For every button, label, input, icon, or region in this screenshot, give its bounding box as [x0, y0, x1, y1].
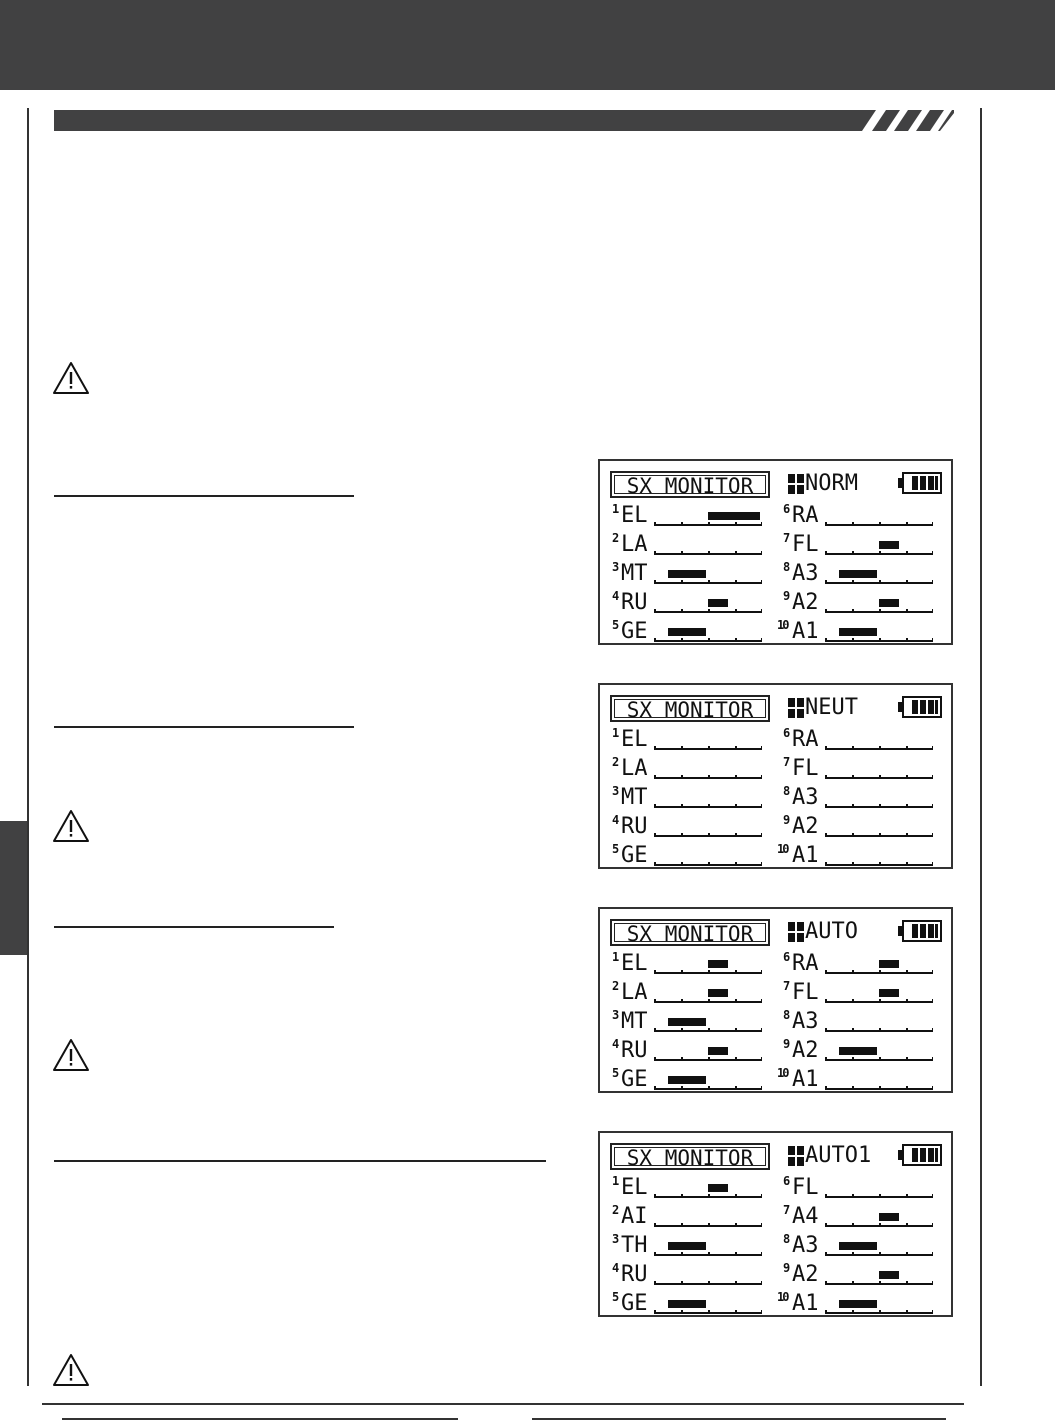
channel-row — [612, 1038, 772, 1062]
channel-output-bar — [654, 985, 762, 1003]
channel-number: 9 — [783, 589, 791, 603]
channel-output-bar — [825, 624, 933, 642]
channel-number: 6 — [783, 950, 791, 964]
channel-output-bar — [654, 848, 762, 866]
channel-name: RU — [621, 1038, 648, 1063]
channel-number: 7 — [783, 755, 791, 769]
channel-output-bar — [654, 1180, 762, 1198]
channel-output-bar — [654, 1209, 762, 1227]
channel-row — [612, 980, 772, 1004]
channel-number: 1 — [612, 726, 620, 740]
channel-row — [783, 1009, 943, 1033]
channel-output-bar — [654, 1014, 762, 1032]
channel-number: 2 — [612, 755, 620, 769]
channel-number: 7 — [783, 531, 791, 545]
channel-output-bar — [825, 1209, 933, 1227]
channel-row — [612, 1067, 772, 1091]
channel-name: RU — [621, 1262, 648, 1287]
channel-number: 6 — [783, 1174, 791, 1188]
channel-number: 6 — [783, 726, 791, 740]
channel-row — [612, 727, 772, 751]
channel-name: A1 — [792, 1291, 819, 1316]
battery-icon — [898, 920, 942, 942]
channel-output-bar — [654, 508, 762, 526]
lcd-title: SX MONITOR — [614, 923, 766, 942]
channel-name: MT — [621, 1009, 648, 1034]
channel-output-bar — [654, 732, 762, 750]
lcd-title-box — [610, 919, 770, 946]
lcd-title-box — [610, 695, 770, 722]
lcd-monitor-auto1 — [598, 1131, 953, 1317]
lcd-monitor-norm — [598, 459, 953, 645]
channel-name: AI — [621, 1204, 648, 1229]
channel-row — [777, 618, 943, 644]
channel-name: MT — [621, 785, 648, 810]
channel-output-bar — [825, 985, 933, 1003]
channel-row — [777, 842, 943, 868]
header-bar — [0, 0, 1055, 90]
channel-row — [612, 532, 772, 556]
channel-row — [612, 619, 772, 643]
channel-row — [783, 756, 943, 780]
battery-icon — [898, 696, 942, 718]
channel-name: A1 — [792, 619, 819, 644]
channel-number: 4 — [612, 1037, 620, 1051]
channel-row — [612, 1262, 772, 1286]
channel-row — [612, 843, 772, 867]
lcd-monitor-auto — [598, 907, 953, 1093]
channel-output-bar — [654, 790, 762, 808]
lcd-title: SX MONITOR — [614, 1147, 766, 1166]
channel-row — [783, 1233, 943, 1257]
channel-row — [783, 503, 943, 527]
channel-name: GE — [621, 1067, 648, 1092]
battery-icon — [898, 472, 942, 494]
channel-name: MT — [621, 561, 648, 586]
channel-row — [783, 1175, 943, 1199]
footer-line — [42, 1403, 964, 1405]
channel-output-bar — [825, 956, 933, 974]
channel-output-bar — [825, 761, 933, 779]
channel-row — [612, 1204, 772, 1228]
channel-output-bar — [654, 1072, 762, 1090]
channel-row — [612, 1233, 772, 1257]
channel-name: A2 — [792, 1038, 819, 1063]
channel-number: 3 — [612, 1008, 620, 1022]
channel-output-bar — [654, 956, 762, 974]
lcd-title: SX MONITOR — [614, 699, 766, 718]
channel-name: EL — [621, 727, 648, 752]
channel-output-bar — [654, 1238, 762, 1256]
channel-row — [612, 1291, 772, 1315]
channel-number: 8 — [783, 1008, 791, 1022]
channel-name: A3 — [792, 561, 819, 586]
channel-row — [612, 503, 772, 527]
channel-name: A2 — [792, 590, 819, 615]
channel-number: 9 — [783, 1261, 791, 1275]
channel-name: FL — [792, 756, 819, 781]
channel-name: EL — [621, 503, 648, 528]
channel-number: 5 — [612, 618, 620, 632]
channel-number: 5 — [612, 1290, 620, 1304]
lcd-title-box — [610, 471, 770, 498]
channel-output-bar — [654, 1043, 762, 1061]
channel-row — [612, 1175, 772, 1199]
channel-name: RA — [792, 951, 819, 976]
channel-name: EL — [621, 951, 648, 976]
lcd-title: SX MONITOR — [614, 475, 766, 494]
channel-name: RA — [792, 503, 819, 528]
left-margin-line — [27, 108, 29, 1386]
channel-name: A1 — [792, 1067, 819, 1092]
channel-output-bar — [825, 566, 933, 584]
channel-output-bar — [654, 624, 762, 642]
channel-name: A3 — [792, 1233, 819, 1258]
channel-number: 6 — [783, 502, 791, 516]
channel-row — [783, 561, 943, 585]
channel-number: 4 — [612, 1261, 620, 1275]
channel-number: 3 — [612, 560, 620, 574]
channel-output-bar — [654, 1296, 762, 1314]
channel-number: 10 — [777, 1290, 788, 1304]
channel-name: FL — [792, 532, 819, 557]
channel-name: A4 — [792, 1204, 819, 1229]
channel-name: A3 — [792, 1009, 819, 1034]
channel-row — [783, 1262, 943, 1286]
channel-number: 1 — [612, 950, 620, 964]
channel-row — [783, 1038, 943, 1062]
channel-output-bar — [654, 761, 762, 779]
mode-grid-icon — [788, 474, 804, 494]
channel-number: 1 — [612, 502, 620, 516]
channel-number: 2 — [612, 531, 620, 545]
channel-output-bar — [654, 537, 762, 555]
channel-name: RA — [792, 727, 819, 752]
channel-row — [612, 1009, 772, 1033]
channel-row — [783, 532, 943, 556]
channel-output-bar — [825, 508, 933, 526]
channel-row — [612, 561, 772, 585]
channel-output-bar — [825, 1072, 933, 1090]
channel-number: 7 — [783, 1203, 791, 1217]
channel-number: 2 — [612, 979, 620, 993]
channel-name: EL — [621, 1175, 648, 1200]
section-title-bar — [54, 110, 954, 131]
mode-grid-icon — [788, 922, 804, 942]
warning-icon — [52, 1353, 90, 1387]
channel-row — [612, 590, 772, 614]
channel-row — [783, 785, 943, 809]
channel-name: GE — [621, 619, 648, 644]
channel-name: A1 — [792, 843, 819, 868]
channel-output-bar — [654, 595, 762, 613]
channel-name: FL — [792, 980, 819, 1005]
channel-output-bar — [825, 1180, 933, 1198]
flight-mode-label: NEUT — [805, 695, 858, 720]
channel-number: 5 — [612, 842, 620, 856]
channel-output-bar — [825, 1296, 933, 1314]
channel-number: 3 — [612, 1232, 620, 1246]
channel-number: 2 — [612, 1203, 620, 1217]
flight-mode-label: AUTO — [805, 919, 858, 944]
channel-row — [612, 951, 772, 975]
channel-name: LA — [621, 532, 648, 557]
channel-output-bar — [654, 1267, 762, 1285]
channel-name: FL — [792, 1175, 819, 1200]
mode-grid-icon — [788, 698, 804, 718]
channel-row — [612, 814, 772, 838]
lcd-monitor-neut — [598, 683, 953, 869]
channel-number: 7 — [783, 979, 791, 993]
channel-name: GE — [621, 843, 648, 868]
section-rule — [54, 495, 354, 497]
channel-output-bar — [825, 819, 933, 837]
flight-mode-label: NORM — [805, 471, 858, 496]
channel-output-bar — [825, 1267, 933, 1285]
channel-row — [783, 980, 943, 1004]
channel-output-bar — [654, 566, 762, 584]
channel-name: LA — [621, 980, 648, 1005]
footer-rule-right — [532, 1418, 946, 1420]
channel-row — [612, 785, 772, 809]
channel-row — [777, 1290, 943, 1316]
channel-output-bar — [825, 1043, 933, 1061]
channel-number: 10 — [777, 842, 788, 856]
channel-number: 8 — [783, 1232, 791, 1246]
footer-rule-left — [62, 1418, 458, 1420]
channel-row — [777, 1066, 943, 1092]
side-chapter-tab — [0, 821, 27, 955]
section-rule — [54, 726, 354, 728]
mode-grid-icon — [788, 1146, 804, 1166]
channel-number: 3 — [612, 784, 620, 798]
channel-number: 5 — [612, 1066, 620, 1080]
channel-name: TH — [621, 1233, 648, 1258]
channel-number: 4 — [612, 813, 620, 827]
warning-icon — [52, 809, 90, 843]
channel-number: 8 — [783, 784, 791, 798]
channel-output-bar — [825, 732, 933, 750]
channel-output-bar — [825, 595, 933, 613]
channel-row — [612, 756, 772, 780]
channel-name: A2 — [792, 1262, 819, 1287]
channel-row — [783, 590, 943, 614]
channel-number: 10 — [777, 618, 788, 632]
channel-output-bar — [825, 1014, 933, 1032]
channel-number: 9 — [783, 1037, 791, 1051]
channel-row — [783, 727, 943, 751]
channel-name: GE — [621, 1291, 648, 1316]
warning-icon — [52, 1038, 90, 1072]
channel-row — [783, 951, 943, 975]
channel-name: A2 — [792, 814, 819, 839]
channel-row — [783, 814, 943, 838]
channel-output-bar — [825, 848, 933, 866]
channel-name: RU — [621, 814, 648, 839]
battery-icon — [898, 1144, 942, 1166]
section-rule — [54, 1160, 546, 1162]
channel-row — [783, 1204, 943, 1228]
channel-output-bar — [825, 537, 933, 555]
channel-number: 1 — [612, 1174, 620, 1188]
channel-number: 9 — [783, 813, 791, 827]
channel-number: 10 — [777, 1066, 788, 1080]
channel-number: 8 — [783, 560, 791, 574]
flight-mode-label: AUTO1 — [805, 1143, 872, 1168]
channel-name: RU — [621, 590, 648, 615]
section-rule — [54, 926, 334, 928]
channel-name: LA — [621, 756, 648, 781]
right-margin-line — [980, 108, 982, 1386]
channel-name: A3 — [792, 785, 819, 810]
channel-output-bar — [654, 819, 762, 837]
warning-icon — [52, 361, 90, 395]
channel-output-bar — [825, 1238, 933, 1256]
channel-number: 4 — [612, 589, 620, 603]
channel-output-bar — [825, 790, 933, 808]
lcd-title-box — [610, 1143, 770, 1170]
